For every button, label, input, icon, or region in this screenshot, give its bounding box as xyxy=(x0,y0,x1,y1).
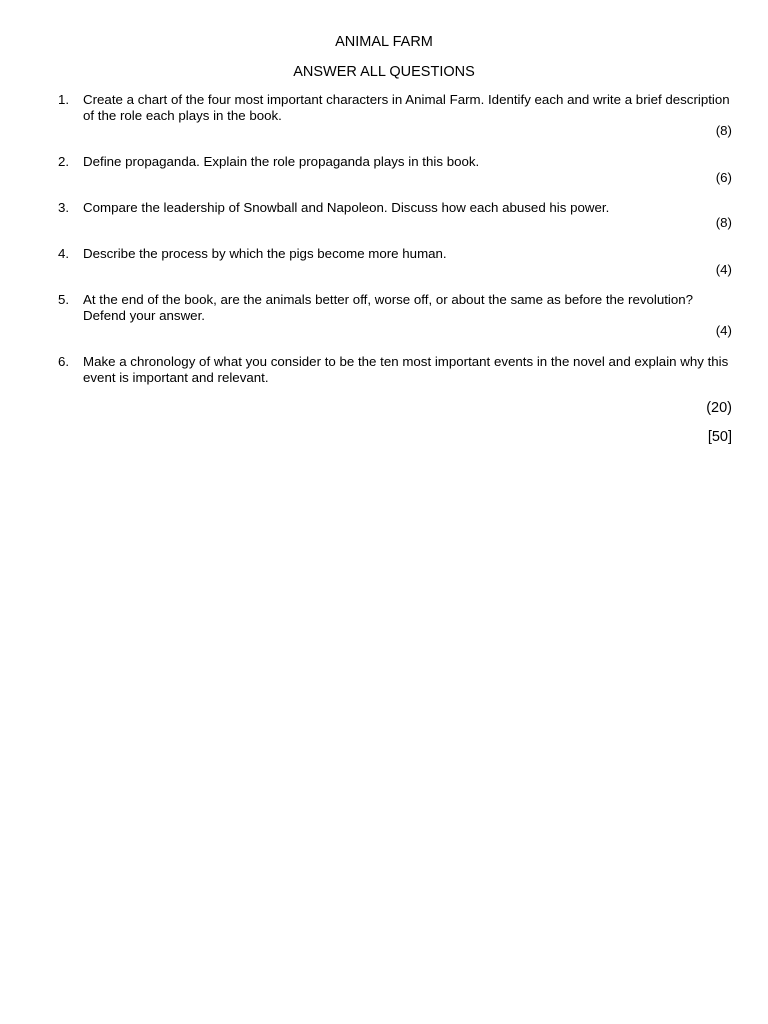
question-number: 1. xyxy=(58,92,70,107)
question-text: Define propaganda. Explain the role propaganda plays in this book. xyxy=(83,154,480,169)
question-6-marks: (20) xyxy=(706,400,732,416)
question-text: Make a chronology of what you consider to be the ten most important events in the novel and explain why this event is important and relevant. xyxy=(83,354,729,385)
question-number: 4. xyxy=(58,246,70,261)
page-title: ANIMAL FARM xyxy=(335,34,433,50)
question-text: At the end of the book, are the animals better off, worse off, or about the same as before the revolution? Defend your answer. xyxy=(83,292,694,323)
question-4-marks: (4) xyxy=(715,262,732,277)
question-1-marks: (8) xyxy=(715,123,732,138)
question-number: 3. xyxy=(58,200,70,215)
total-marks: [50] xyxy=(707,429,732,445)
question-number: 6. xyxy=(58,354,70,369)
question-text: Compare the leadership of Snowball and Napoleon. Discuss how each abused his power. xyxy=(83,200,610,215)
question-number: 5. xyxy=(58,292,70,307)
question-2-marks: (6) xyxy=(715,170,732,185)
page-subtitle: ANSWER ALL QUESTIONS xyxy=(293,64,475,80)
question-5-marks: (4) xyxy=(715,323,732,338)
question-number: 2. xyxy=(58,154,70,169)
question-text: Create a chart of the four most important characters in Animal Farm. Identify each and write a brief description of the role each plays in the book. xyxy=(83,92,730,123)
question-3-marks: (8) xyxy=(715,215,732,230)
question-text: Describe the process by which the pigs become more human. xyxy=(83,246,447,261)
